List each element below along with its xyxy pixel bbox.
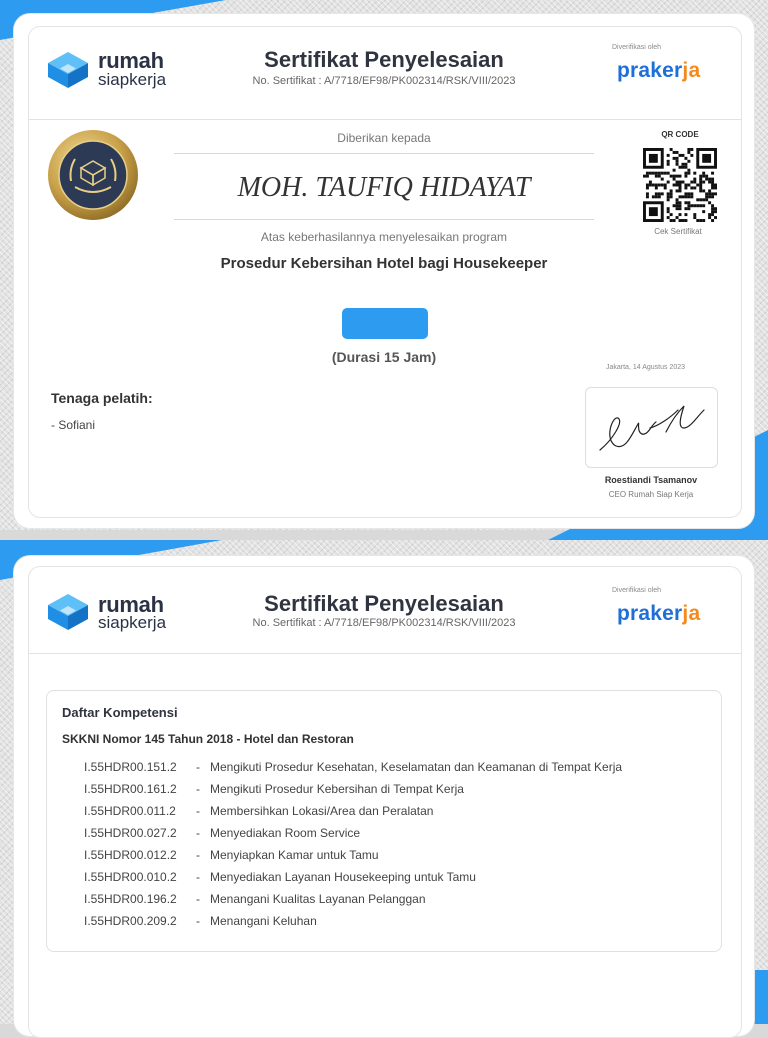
competency-code: I.55HDR00.151.2 [84,760,177,774]
competency-separator: - [196,760,200,774]
issue-date: Jakarta, 14 Agustus 2023 [606,364,685,371]
redaction-block [342,308,428,339]
competency-code: I.55HDR00.161.2 [84,782,177,796]
header-divider [29,653,741,654]
prakerja-logo [617,59,700,83]
certificate-title: Sertifikat Penyelesaian [264,47,504,72]
certificate-number: No. Sertifikat : A/7718/EF98/PK002314/RSK/VIII/2023 [252,75,516,87]
competency-standard: SKKNI Nomor 145 Tahun 2018 - Hotel dan Restoran [62,732,354,746]
prakerja-logo-accent: ja [682,59,701,82]
recipient-name: MOH. TAUFIQ HIDAYAT [237,172,531,203]
competency-row [84,822,360,844]
competency-code: I.55HDR00.027.2 [84,826,177,840]
competency-name: Membersihkan Lokasi/Area dan Peralatan [210,804,434,818]
signer-role: CEO Rumah Siap Kerja [608,490,694,499]
given-to-label: Diberikan kepada [337,131,431,145]
program-title: Prosedur Kebersihan Hotel bagi Housekeeper [220,255,548,272]
duration-text: (Durasi 15 Jam) [331,349,437,365]
logo-word-siapkerja: siapkerja [98,613,167,632]
divider-line [174,153,594,154]
trainer-heading: Tenaga pelatih: [51,390,153,406]
competency-separator: - [196,782,200,796]
competency-name: Menangani Keluhan [210,914,317,928]
competency-row [84,844,379,866]
competency-row [84,756,622,778]
award-badge-icon [47,129,139,221]
logo-word-siapkerja: siapkerja [98,70,167,89]
certificate-title: Sertifikat Penyelesaian [264,591,504,616]
check-certificate-link[interactable]: Cek Sertifikat [654,227,702,236]
divider-line [174,219,594,220]
competency-name: Menyediakan Layanan Housekeeping untuk Tamu [210,870,476,884]
prakerja-logo-part: r [674,602,683,625]
competency-separator: - [196,870,200,884]
verified-by-label: Diverifikasi oleh [612,587,662,594]
signature-icon [586,388,717,467]
prakerja-logo-accent: ja [682,602,701,625]
competency-name: Menyediakan Room Service [210,826,361,840]
prakerja-logo-part: r [674,59,683,82]
competency-code: I.55HDR00.011.2 [84,804,176,818]
competency-separator: - [196,892,200,906]
prakerja-logo [617,602,700,626]
competency-name: Menangani Kualitas Layanan Pelanggan [210,892,426,906]
header-divider [29,119,741,120]
rumah-siapkerja-logo-icon [46,50,90,90]
program-intro-text: Atas keberhasilannya menyelesaikan program [260,230,508,244]
competency-code: I.55HDR00.012.2 [84,848,177,862]
trainer-name: - Sofiani [51,418,96,432]
logo-word-rumah: rumah [98,48,164,73]
competency-row [84,888,426,910]
competency-code: I.55HDR00.196.2 [84,892,177,906]
competency-name: Menyiapkan Kamar untuk Tamu [210,848,379,862]
competency-row [84,866,476,888]
competency-code: I.55HDR00.010.2 [84,870,177,884]
logo-word-rumah: rumah [98,592,164,617]
competency-name: Mengikuti Prosedur Kebersihan di Tempat Kerja [210,782,464,796]
competency-row [84,910,317,932]
competency-row [84,800,433,822]
qr-code-icon[interactable] [643,148,717,222]
competency-code: I.55HDR00.209.2 [84,914,177,928]
certificate-number: No. Sertifikat : A/7718/EF98/PK002314/RSK/VIII/2023 [252,617,516,629]
signer-name: Roestiandi Tsamanov [604,475,698,485]
competency-row [84,778,464,800]
qr-code-label: QR CODE [661,130,699,139]
signature-box [585,387,718,468]
competency-name: Mengikuti Prosedur Kesehatan, Keselamatan dan Keamanan di Tempat Kerja [210,760,623,774]
competency-separator: - [196,826,200,840]
competency-separator: - [196,914,200,928]
rumah-siapkerja-logo-icon [46,592,90,632]
prakerja-logo-part: prake [617,59,675,82]
competency-separator: - [196,848,200,862]
prakerja-logo-part: prake [617,602,675,625]
competency-separator: - [196,804,200,818]
verified-by-label: Diverifikasi oleh [612,44,662,51]
competency-heading: Daftar Kompetensi [62,705,178,720]
